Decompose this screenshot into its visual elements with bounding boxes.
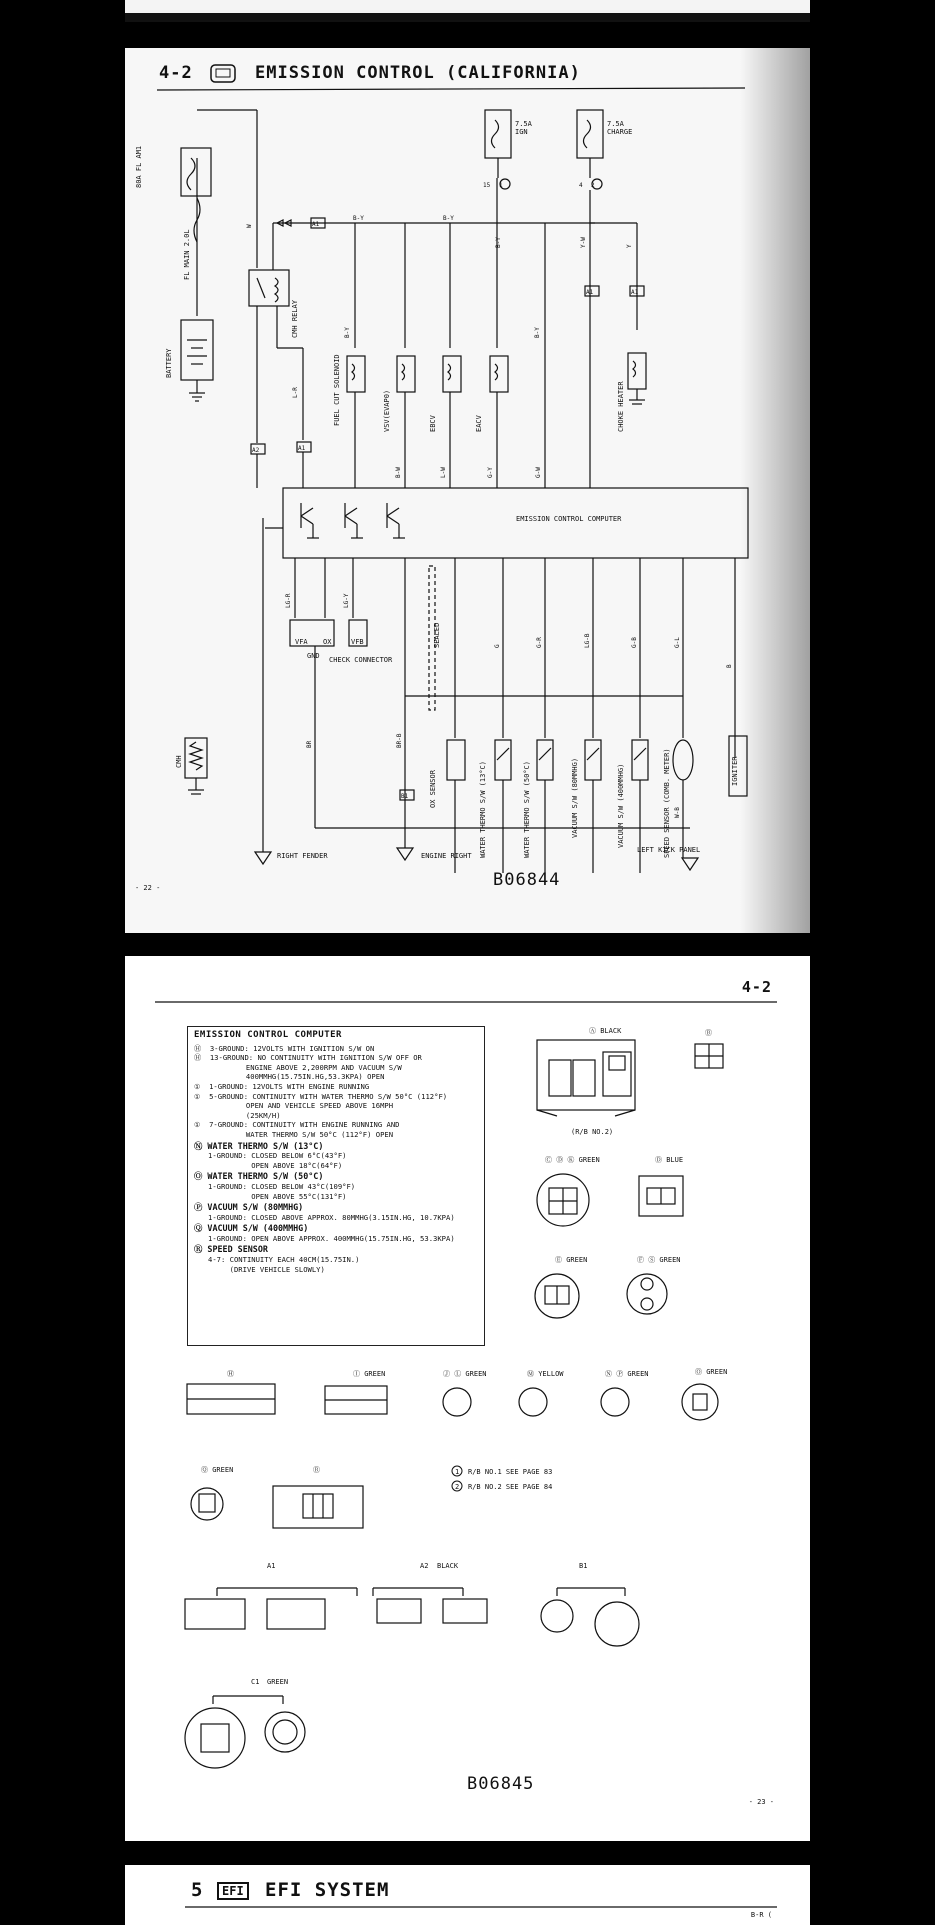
section-number: 4-2 (159, 63, 193, 83)
wire-b-y-2: B-Y (443, 215, 454, 222)
wire-y-w: Y-W (580, 237, 587, 248)
fuse-charge-line2: CHARGE (607, 128, 633, 136)
wiring-diagram-page (125, 48, 810, 933)
spec-group-head: Ⓟ VACUUM S/W (80MMHG) (194, 1202, 304, 1213)
am1-label: 80A FL AM1 (135, 145, 143, 188)
wire-g-w: G-W (535, 467, 542, 478)
relay-label: CMH RELAY (291, 300, 299, 338)
choke-heater-label: CHOKE HEATER (617, 381, 625, 432)
conn-d-label: Ⓓ BLUE (655, 1156, 684, 1164)
wire-b-w: B-W (395, 467, 402, 478)
conn-a1-left: A1 (298, 445, 306, 452)
spec-title: EMISSION CONTROL COMPUTER (194, 1030, 342, 1040)
spec-item: ① 7-GROUND: CONTINUITY WITH ENGINE RUNNING AND (194, 1120, 400, 1130)
section-number: 5 (191, 1879, 204, 1901)
ebcv-label: EBCV (429, 415, 437, 432)
ground-engine-right: ENGINE RIGHT (421, 852, 472, 860)
vfb-label: VFB (351, 638, 364, 646)
vsv-label: VSV(EVAP0) (383, 389, 391, 432)
fuse-charge-pin: 4 (579, 182, 583, 189)
wire-l-r: L-R (292, 387, 299, 398)
page-number: - 22 - (135, 884, 161, 892)
conn-b1-label: B1 (579, 1562, 588, 1570)
spec-group-line: 1-GROUND: CLOSED ABOVE APPROX. 80MMHG(3.15IN.HG, 10.7KPA) (208, 1212, 455, 1222)
wire-y: Y (626, 244, 633, 248)
check-connector-label: CHECK CONNECTOR (329, 656, 393, 664)
spec-group-line: 4-7: CONTINUITY EACH 40CM(15.75IN.) (208, 1255, 360, 1265)
diagram-code: B06844 (493, 870, 561, 890)
conn-b1: B1 (401, 793, 409, 800)
conn-a1-far: A1 (631, 289, 639, 296)
rb-ref-1-num: 1 (455, 1468, 460, 1476)
wire-b-y-3: B-Y (495, 237, 502, 248)
fuel-cut-label: FUEL CUT SOLENOID (333, 354, 341, 426)
conn-a-label: Ⓐ BLACK (589, 1027, 622, 1035)
spec-item: ① 1-GROUND: 12VOLTS WITH ENGINE RUNNING (194, 1081, 370, 1091)
spec-group-line: OPEN ABOVE 55°C(131°F) (208, 1191, 347, 1201)
efi-icon: EFI (217, 1882, 249, 1900)
ox-sensor-label: OX SENSOR (429, 770, 437, 808)
eacv-label: EACV (475, 415, 483, 432)
wire-br: BR (306, 740, 313, 748)
water-thermo-50-label: WATER THERMO S/W (50°C) (523, 761, 531, 858)
fuse-ign-line2: IGN (515, 128, 528, 136)
spec-group-head: Ⓝ WATER THERMO S/W (13°C) (194, 1140, 324, 1151)
igniter-label: IGNITER (731, 756, 739, 786)
wire-g-y: G-Y (487, 467, 494, 478)
wire-g-b: G-B (631, 637, 638, 648)
gnd-label: GND (307, 652, 320, 660)
conn-c1-color: GREEN (267, 1678, 289, 1686)
rb2-label: (R/B NO.2) (571, 1128, 614, 1136)
page-title: EMISSION CONTROL (CALIFORNIA) (255, 63, 581, 83)
fuse-ign-line1: 7.5A (515, 120, 532, 128)
vfa-label: VFA (295, 638, 308, 646)
wire-l-w: L-W (440, 467, 447, 478)
conn-a2-color: BLACK (437, 1562, 459, 1570)
cmh-label: CMH (175, 755, 183, 768)
next-page-fragment (125, 1865, 810, 1925)
wire-w-b: W-B (674, 807, 681, 818)
previous-page-fragment (125, 0, 810, 22)
spec-item: (25KM/H) (194, 1110, 281, 1120)
section-number: 4-2 (741, 978, 772, 996)
conn-i-label: Ⓘ GREEN (353, 1370, 386, 1378)
page-title: EFI SYSTEM (265, 1879, 390, 1901)
conn-b-label: Ⓑ (705, 1029, 712, 1037)
computer-label: EMISSION CONTROL COMPUTER (516, 515, 622, 523)
main-label: FL MAIN 2.0L (183, 229, 191, 280)
wire-w: W (246, 224, 253, 228)
wire-g-r: G-R (536, 637, 543, 648)
conn-h-label: Ⓗ (227, 1370, 234, 1378)
conn-m-label: Ⓜ YELLOW (527, 1370, 564, 1378)
rb-ref-1: R/B NO.1 SEE PAGE 83 (468, 1468, 553, 1476)
wire-lg-y: LG-Y (343, 593, 350, 608)
wiring-diagram (125, 48, 810, 933)
fuse-charge-conn: 2 (591, 182, 595, 189)
spec-item: WATER THERMO S/W 50°C (112°F) OPEN (194, 1129, 394, 1139)
conn-o-label: Ⓞ GREEN (695, 1368, 728, 1376)
spec-group-head: Ⓠ VACUUM S/W (400MMHG) (194, 1223, 309, 1234)
conn-cdk-label: Ⓒ Ⓓ Ⓚ GREEN (545, 1156, 600, 1164)
spec-group-head: Ⓞ WATER THERMO S/W (50°C) (194, 1171, 324, 1182)
conn-fs-label: Ⓕ Ⓢ GREEN (637, 1256, 681, 1264)
ground-left-kick: LEFT KICK PANEL (637, 846, 701, 854)
ox-label: OX (323, 638, 332, 646)
header-rule (125, 1865, 810, 1925)
vacuum-80-label: VACUUM S/W (80MMHG) (571, 757, 579, 838)
conn-a2: A2 (252, 447, 260, 454)
connector-diagrams (125, 956, 810, 1841)
conn-e-label: Ⓔ GREEN (555, 1256, 588, 1264)
spec-group-line: OPEN ABOVE 18°C(64°F) (208, 1160, 343, 1170)
wire-lg-b: LG-B (584, 633, 591, 648)
conn-q-label: Ⓠ GREEN (201, 1466, 234, 1474)
conn-a1-right: A1 (586, 289, 594, 296)
spec-group-line: 1-GROUND: CLOSED BELOW 6°C(43°F) (208, 1151, 347, 1161)
wire-lg-r: LG-R (285, 593, 292, 608)
conn-r-label: Ⓡ (313, 1466, 320, 1474)
vacuum-400-label: VACUUM S/W (400MMHG) (617, 763, 625, 848)
conn-a2-label: A2 (420, 1562, 429, 1570)
ground-right-fender: RIGHT FENDER (277, 852, 328, 860)
spec-group-line: 1-GROUND: OPEN ABOVE APPROX. 400MMHG(15.75IN.HG, 53.3KPA) (208, 1233, 455, 1243)
conn-c1-label: C1 (251, 1678, 260, 1686)
fuse-ign-conn: 1 (499, 182, 503, 189)
spec-item: ① 5-GROUND: CONTINUITY WITH WATER THERMO S/W 50°C (112°F) (194, 1091, 448, 1101)
battery-label: BATTERY (165, 348, 173, 378)
corner-label: B-R ( (750, 1911, 772, 1919)
rb-ref-2: R/B NO.2 SEE PAGE 84 (468, 1483, 553, 1491)
diagram-code: B06845 (467, 1774, 535, 1794)
spec-item: 400MMHG(15.75IN.HG,53.3KPA) OPEN (194, 1072, 385, 1082)
water-thermo-13-label: WATER THERMO S/W (13°C) (479, 761, 487, 858)
spec-group-head: Ⓡ SPEED SENSOR (194, 1244, 268, 1255)
fuse-ign-pin: 15 (483, 182, 491, 189)
wire-g-l: G-L (674, 637, 681, 648)
wire-b-y-1: B-Y (353, 215, 364, 222)
spec-item: Ⓗ 13-GROUND: NO CONTINUITY WITH IGNITION S/W OFF OR (194, 1053, 422, 1063)
spec-item: ENGINE ABOVE 2,200RPM AND VACUUM S/W (194, 1062, 402, 1072)
page-edge-bar (125, 13, 810, 22)
wire-b-y-5: B-Y (534, 327, 541, 338)
spec-group-line: (DRIVE VEHICLE SLOWLY) (208, 1264, 325, 1274)
wire-b: B (726, 664, 733, 668)
spec-group-line: 1-GROUND: CLOSED BELOW 43°C(109°F) (208, 1181, 356, 1191)
conn-jl-label: Ⓙ Ⓛ GREEN (443, 1370, 487, 1378)
conn-np-label: Ⓝ Ⓟ GREEN (605, 1370, 649, 1378)
speed-sensor-label: SPEED SENSOR (COMB. METER) (663, 748, 671, 858)
spec-item: Ⓗ 3-GROUND: 12VOLTS WITH IGNITION S/W ON (194, 1043, 375, 1053)
conn-a1-top: A1 (312, 221, 320, 228)
conn-a1-label: A1 (267, 1562, 276, 1570)
fuse-charge-line1: 7.5A (607, 120, 624, 128)
rb-ref-2-num: 2 (455, 1483, 460, 1491)
wire-br-b: BR-B (396, 733, 403, 748)
sealed-label: SEALED (433, 622, 441, 648)
wire-b-y-4: B-Y (344, 327, 351, 338)
wire-g: G (494, 644, 501, 648)
page-number: - 23 - (748, 1798, 774, 1806)
connector-spec-page (125, 956, 810, 1841)
spec-item: OPEN AND VEHICLE SPEED ABOVE 16MPH (194, 1101, 394, 1111)
